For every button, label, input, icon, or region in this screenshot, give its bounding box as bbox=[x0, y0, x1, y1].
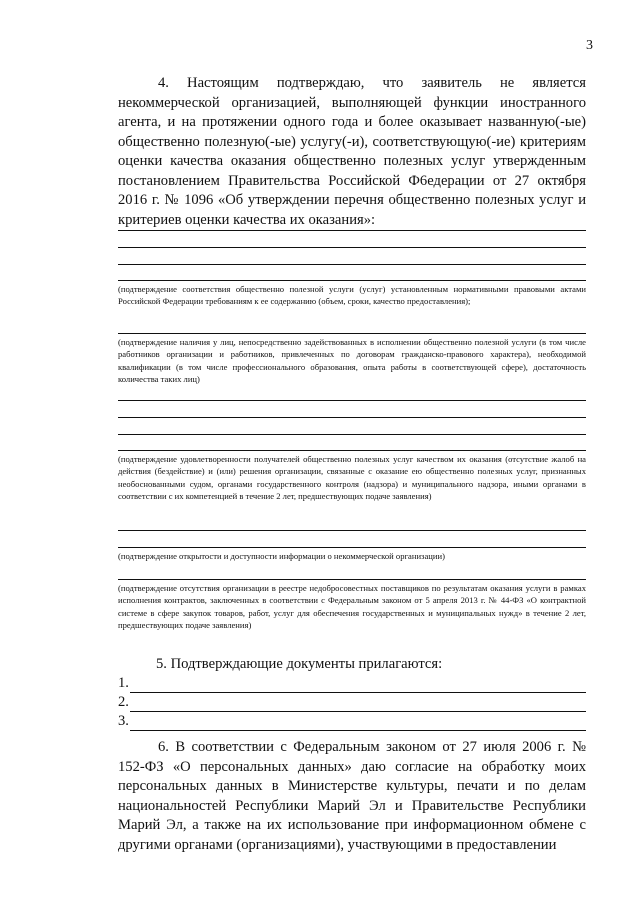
fill-line bbox=[118, 280, 586, 281]
note-information-openness: (подтверждение открытости и доступности информации о некоммерческой организации) bbox=[118, 551, 445, 561]
section-5-heading: 5. Подтверждающие документы прилагаются: bbox=[156, 656, 443, 672]
fill-line bbox=[118, 333, 586, 334]
document-item-number: 1. bbox=[118, 675, 129, 691]
document-item bbox=[118, 674, 586, 693]
fill-line bbox=[118, 230, 586, 231]
document-item bbox=[118, 712, 586, 731]
note-staff-qualification: (подтверждение наличия у лиц, непосредственно задействованных в исполнении общественно полезной услуги (в том числе работников организации и работников, привлеченных по договорам гражданско-правового характера), необходимой квалификации (в том числе профессионального образования, опыта работы в соответствующей сфере), достаточность количества таких лиц) bbox=[118, 337, 586, 385]
fill-line bbox=[118, 547, 586, 548]
document-item-number: 2. bbox=[118, 694, 129, 710]
document-item-field[interactable] bbox=[130, 715, 586, 731]
fill-line bbox=[118, 579, 586, 580]
fill-line bbox=[118, 434, 586, 435]
fill-line bbox=[118, 264, 586, 265]
section-6 bbox=[118, 738, 586, 855]
section-6-text: 6. В соответствии с Федеральным законом от 27 июля 2006 г. № 152-ФЗ «О персональных данных» даю согласие на обработку моих персональных данных в Министерстве культуры, печати и по делам национальностей Республики Марий Эл и Правительстве Республики Марий Эл, а также на их использование при информационном обмене с другими органами (организациями), участвующими в предоставлении bbox=[118, 739, 586, 853]
document-item-number: 3. bbox=[118, 713, 129, 729]
document-item-field[interactable] bbox=[130, 696, 586, 712]
section-5 bbox=[118, 655, 586, 731]
fill-line bbox=[118, 400, 586, 401]
note-service-compliance: (подтверждение соответствия общественно полезной услуги (услуг) установленным нормативными правовыми актами Российской Федерации требованиям к ее содержанию (объем, сроки, качество предоставления); bbox=[118, 284, 586, 307]
fill-line bbox=[118, 417, 586, 418]
document-item-field[interactable] bbox=[130, 677, 586, 693]
section-4-text: 4. Настоящим подтверждаю, что заявитель не является некоммерческой организацией, выполняющей функции иностранного агента, и на протяжении одного года и более оказывает названную(-ые) общественно полезную(-ые) услугу(-и), соответствующую(-ие) критериям оценки качества оказания общественно полезных услуг утвержденным постановлением Правительства Российской Ф6едерации от 27 октября 2016 г. № 1096 «Об утверждении перечня общественно полезных услуг и критериев оценки качества их оказания»: bbox=[118, 75, 586, 228]
fill-line bbox=[118, 450, 586, 451]
fill-line bbox=[118, 247, 586, 248]
note-recipient-satisfaction: (подтверждение удовлетворенности получателей общественно полезных услуг качеством их оказания (отсутствие жалоб на действия (бездействие) и (или) решения организации, связанные с оказание ею общественно полезных услуг, признанных необоснованными судом, органами государственного контроля (надзора) и муниципального надзора, иными органами в соответствии с их компетенцией в течение 2 лет, предшествующих подаче заявления) bbox=[118, 454, 586, 502]
page-number: 3 bbox=[586, 38, 593, 53]
note-supplier-registry: (подтверждение отсутствия организации в реестре недобросовестных поставщиков по результатам оказания услуги в рамках исполнения контрактов, заключенных в соответствии с Федеральным законом от 5 апреля 2013 г. № 44-ФЗ «О контрактной системе в сфере закупок товаров, работ, услуг для обеспечения государственных и муниципальных нужд» в течение 2 лет, предшествующих подаче заявления) bbox=[118, 583, 586, 631]
section-4 bbox=[118, 74, 586, 230]
document-item bbox=[118, 693, 586, 712]
fill-line bbox=[118, 530, 586, 531]
